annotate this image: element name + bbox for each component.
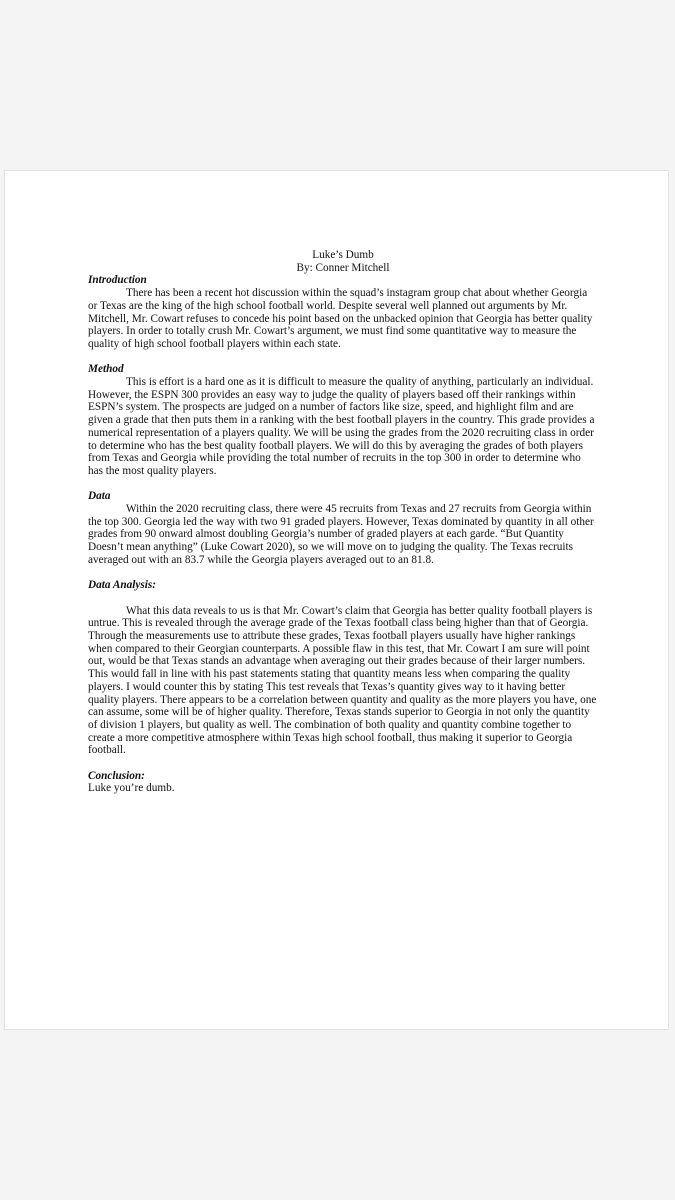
data-analysis-heading: Data Analysis:	[88, 579, 157, 592]
section-spacer	[88, 592, 598, 605]
document-body	[88, 249, 598, 795]
method-paragraph: This is effort is a hard one as it is difficult to measure the quality of anything, particularly an individual. However, the ESPN 300 provides an easy way to judge the quality of players based off their rankings within ESPN’s system. The prospects are judged on a number of factors like size, speed, and highlight film and are given a grade that then puts them in a ranking with the best football players in the country. This grade provides a numerical representation of a players quality. We will be using the grades from the 2020 recruiting class in order to determine who has the best quality football players. We will do this by averaging the grades of both players from Texas and Georgia while providing the total number of recruits in the top 300 in order to determine who has the most quality players.	[88, 376, 595, 477]
introduction-heading: Introduction	[88, 274, 147, 287]
title-block	[88, 249, 598, 274]
introduction-paragraph: There has been a recent hot discussion within the squad’s instagram group chat about whether Georgia or Texas are the king of the high school football world. Despite several well planned out arguments by Mr. Mitchell, Mr. Cowart refuses to concede his point based on the unbacked opinion that Georgia has better quality players. In order to totally crush Mr. Cowart’s argument, we must find some quantitative way to measure the quality of high school football players within each state.	[88, 287, 593, 350]
data-paragraph: Within the 2020 recruiting class, there were 45 recruits from Texas and 27 recruits from Georgia within the top 300. Georgia led the way with two 91 graded players. However, Texas dominated by quantity in all other grades from 90 onward almost doubling Georgia’s number of graded players at each garde. “But Quantity Doesn’t mean anything” (Luke Cowart 2020), so we will move on to judging the quality. The Texas recruits averaged out with an 83.7 while the Georgia players averaged out to an 81.8.	[88, 503, 594, 566]
data-heading: Data	[88, 490, 111, 503]
document-title: Luke’s Dumb	[312, 249, 374, 261]
method-heading: Method	[88, 363, 124, 376]
section-spacer	[88, 567, 598, 580]
section-spacer	[88, 351, 598, 364]
section-spacer	[88, 757, 598, 770]
document-page	[4, 170, 669, 1030]
document-byline: By: Conner Mitchell	[296, 261, 390, 274]
conclusion-heading: Conclusion:	[88, 769, 145, 782]
data-analysis-paragraph: What this data reveals to us is that Mr. Cowart’s claim that Georgia has better quality football players is untrue. This is revealed through the average grade of the Texas football class being higher than that of Georgia. Through the measurements use to attribute these grades, Texas football players usually have higher rankings when compared to their Georgian counterparts. A possible flaw in this test, that Mr. Cowart I am sure will point out, would be that Texas stands an advantage when averaging out their grades because of their larger numbers. This would fall in line with his past statements stating that quantity means less when comparing the quality players. I would counter this by stating This test reveals that Texas’s quantity gives way to it having better quality players. There appears to be a correlation between quantity and quality as the more players you have, one can assume, some will be of higher quality. Therefore, Texas stands superior to Georgia in not only the quantity of division 1 players, but quality as well. The combination of both quality and quantity combine together to create a more competitive atmosphere within Texas high school football, thus making it superior to Georgia football.	[88, 604, 597, 757]
conclusion-text: Luke you’re dumb.	[88, 782, 175, 795]
section-spacer	[88, 478, 598, 491]
